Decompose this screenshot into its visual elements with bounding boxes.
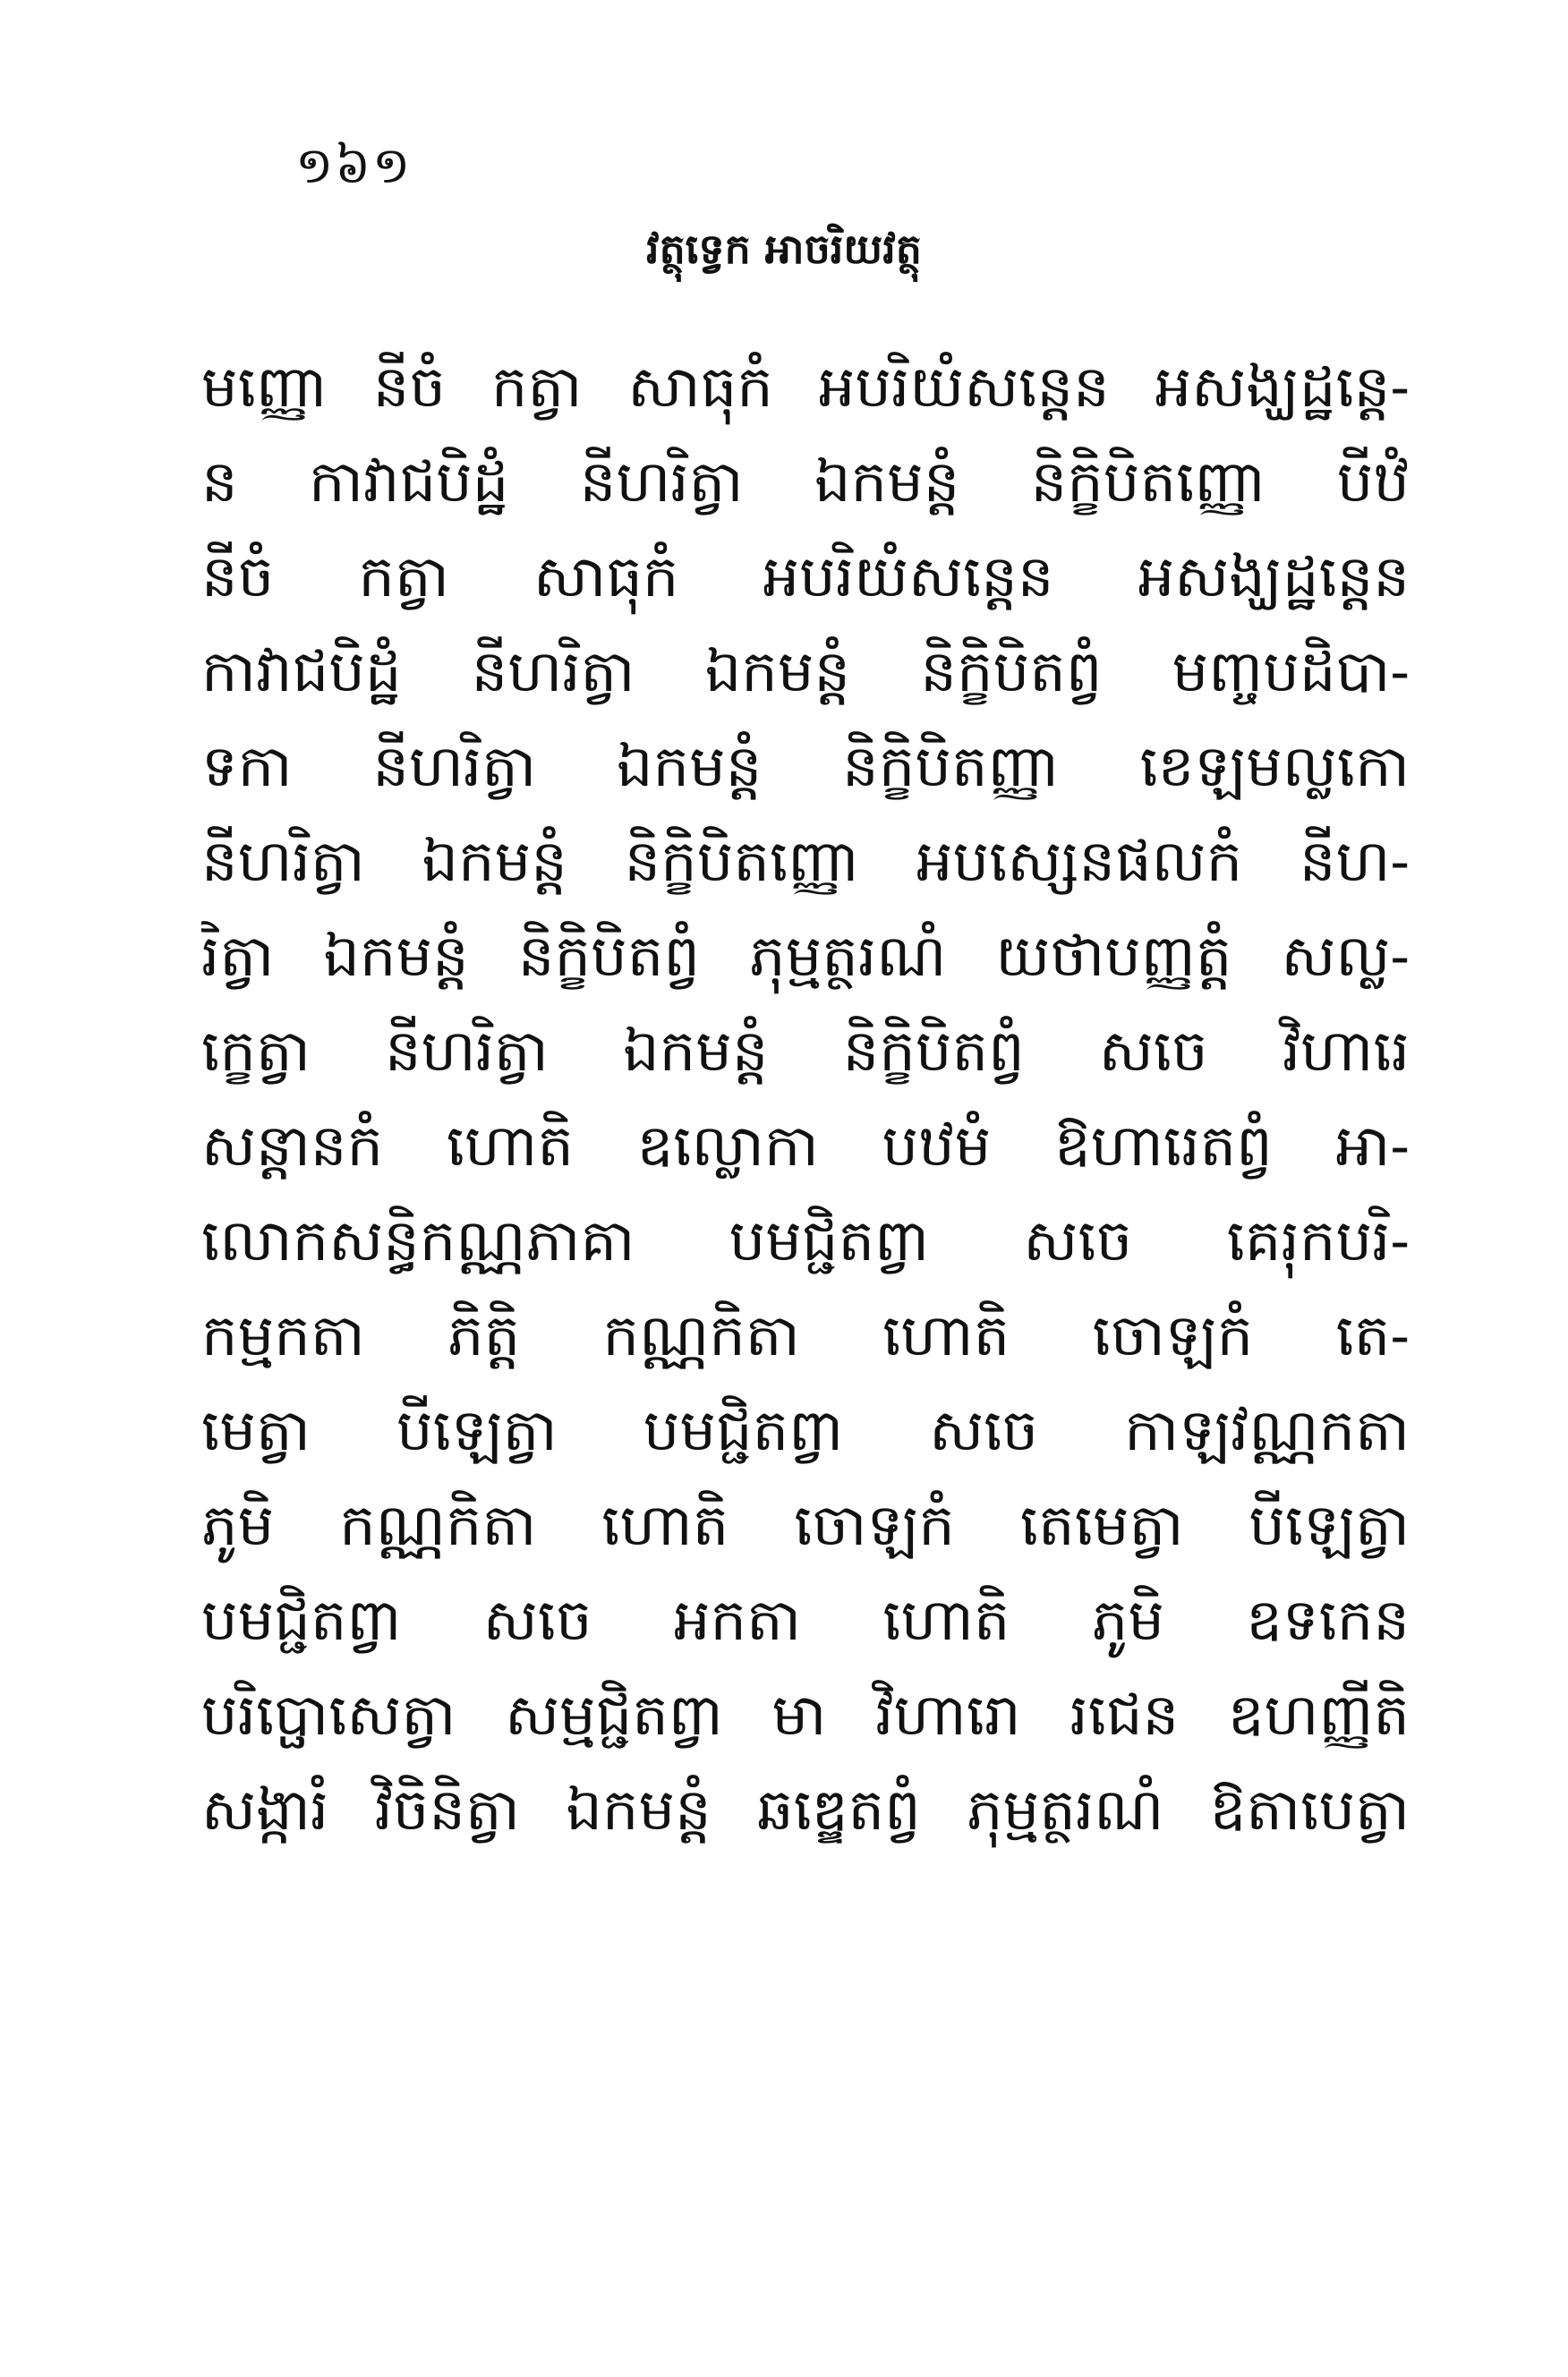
body-text — [201, 340, 1410, 1858]
text-line: សង្ការំ វិចិនិត្វា ឯកមន្តំ ឆឌ្ឌេតព្វំ ភុម្មត្ថរណំ ឱតាបេត្វា — [201, 1777, 1410, 1844]
text-line: មេត្វា បីឡេត្វា បមជ្ជិតព្វា សចេ កាឡវណ្ណកតា — [201, 1398, 1410, 1464]
text-line: កម្មកតា ភិត្តិ កណ្ណកិតា ហោតិ ចោឡកំ តេ- — [201, 1303, 1410, 1369]
text-line: នីចំ កត្វា សាធុកំ អបរិយំសន្តេន អសង្ឃដ្ឋន្តេន — [201, 544, 1410, 610]
text-line: ន កាវាជបិដ្ឋំ នីហរិត្វា ឯកមន្តំ និក្ខិបិតញ្ញោ បីឋំ — [201, 449, 1410, 515]
page-number: ១៦១ — [295, 137, 413, 195]
text-line: សន្តានកំ ហោតិ ឧល្លោកា បឋមំ ឱហារេតព្វំ អា- — [201, 1113, 1410, 1180]
text-line: កាវាជបិដ្ឋំ នីហរិត្វា ឯកមន្តំ និក្ខិបិតព្វំ មញ្ចបដិបា- — [201, 639, 1410, 705]
text-line: នីហរិត្វា ឯកមន្តំ និក្ខិបិតញ្ញោ អបស្សេនផលកំ នីហ- — [201, 829, 1410, 895]
text-line: ក្ខេត្វា នីហរិត្វា ឯកមន្តំ និក្ខិបិតព្វំ សចេ វិហារេ — [201, 1018, 1410, 1085]
text-line: រិត្វា ឯកមន្តំ និក្ខិបិតព្វំ ភុម្មត្ថរណំ យថាបញ្ញត្តំ សល្ល- — [201, 924, 1410, 990]
page-heading: វត្ថុទ្វេក អាចរិយវត្ថុ — [645, 225, 922, 273]
text-line: ភូមិ កណ្ណកិតា ហោតិ ចោឡកំ តេមេត្វា បីឡេត្វា — [201, 1493, 1410, 1559]
text-line: ទកា នីហរិត្វា ឯកមន្តំ និក្ខិបិតញ្ញា ខេឡមល្លកោ — [201, 734, 1410, 800]
text-line: មញ្ញោ នីចំ កត្វា សាធុកំ អបរិយំសន្តេន អសង្ឃដ្ឋន្តេ- — [201, 354, 1410, 421]
text-line: លោកសន្ធិកណ្ណភាគា បមជ្ជិតព្វា សចេ គេរុកបរិ- — [201, 1208, 1410, 1274]
text-line: បមជ្ជិតព្វា សចេ អកតា ហោតិ ភូមិ ឧទកេន — [201, 1588, 1410, 1654]
text-line: បរិប្ផោសេត្វា សម្មជ្ជិតព្វា មា វិហារោ រជេន ឧហញ្ញីតិ — [201, 1683, 1410, 1749]
